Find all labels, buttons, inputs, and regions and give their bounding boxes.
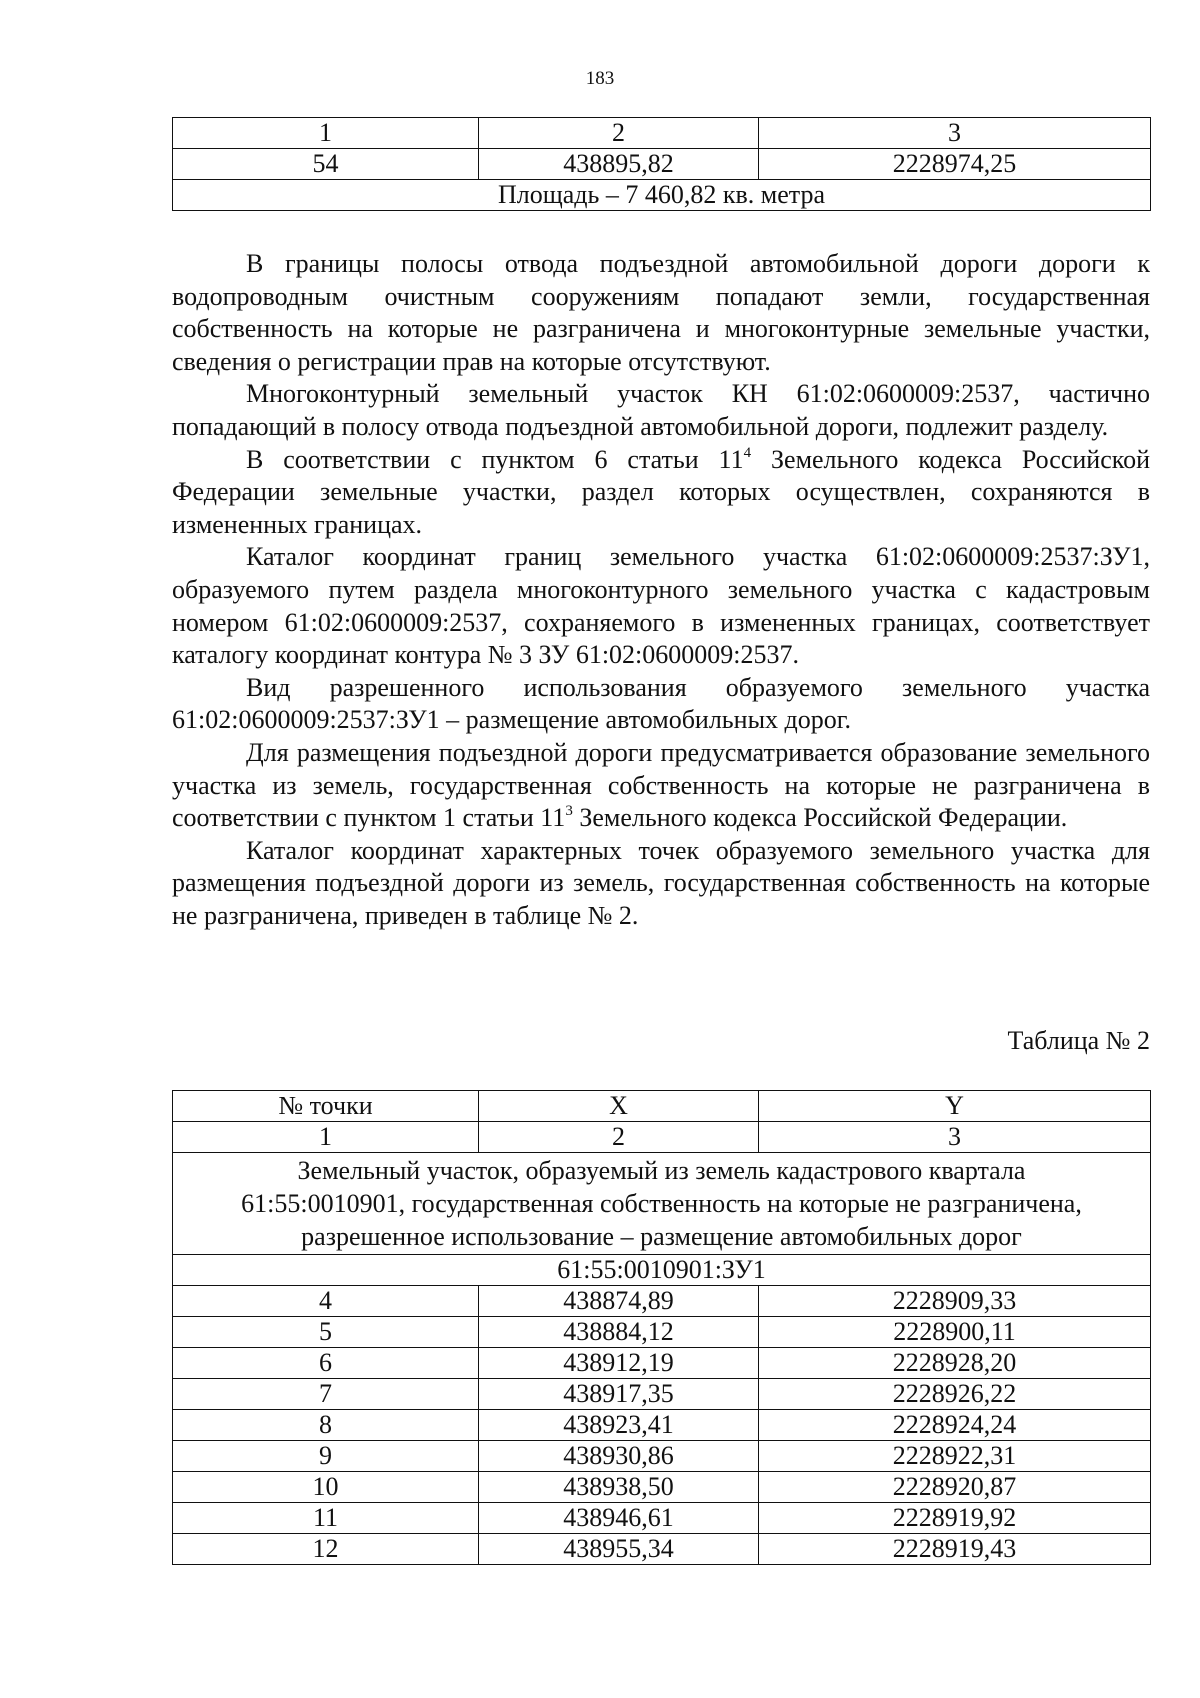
group-line: Земельный участок, образуемый из земель кадастрового квартала [297, 1156, 1026, 1185]
group-line: разрешенное использование – размещение автомобильных дорог [301, 1222, 1022, 1251]
x-coordinate-cell: 438946,61 [479, 1503, 759, 1534]
group-description-row [173, 1153, 1151, 1255]
x-coordinate-cell: 438930,86 [479, 1441, 759, 1472]
x-coordinate-cell: 438938,50 [479, 1472, 759, 1503]
coordinates-table-continued [172, 117, 1151, 211]
group-description-cell [173, 1153, 1151, 1255]
table-header-row [173, 1091, 1151, 1122]
table-cell: 1 [173, 118, 479, 149]
area-row [173, 180, 1151, 211]
table-row [173, 1410, 1151, 1441]
y-coordinate-cell: 2228924,24 [759, 1410, 1151, 1441]
table-cell: 2 [479, 118, 759, 149]
point-number-cell: 5 [173, 1317, 479, 1348]
paragraph: Многоконтурный земельный участок КН 61:02:0600009:2537, частично попадающий в полосу отвода подъездной автомобильной дороги, подлежит разделу. [172, 379, 1150, 441]
x-coordinate-cell: 438884,12 [479, 1317, 759, 1348]
table-row [173, 1286, 1151, 1317]
table-row [173, 1472, 1151, 1503]
point-number-cell: 6 [173, 1348, 479, 1379]
x-coordinate-cell: 438955,34 [479, 1534, 759, 1565]
table-caption: Таблица № 2 [1007, 1026, 1150, 1055]
table-row [173, 1317, 1151, 1348]
x-coordinate-cell: 438895,82 [479, 149, 759, 180]
table-cell: 2 [479, 1122, 759, 1153]
column-number-row [173, 1122, 1151, 1153]
paragraph: Каталог координат границ земельного участка 61:02:0600009:2537:ЗУ1, образуемого путем раздела многоконтурного земельного участка с кадастровым номером 61:02:0600009:2537, сохраняемого в измененных границах, соответствует каталогу координат контура № 3 ЗУ 61:02:0600009:2537. [172, 542, 1150, 670]
table-cell: 3 [759, 118, 1151, 149]
table-row [173, 1379, 1151, 1410]
column-header-y: Y [759, 1091, 1151, 1122]
table-cell: 3 [759, 1122, 1151, 1153]
superscript: 4 [743, 444, 752, 461]
coordinates-table-2 [172, 1090, 1151, 1565]
paragraph: В границы полосы отвода подъездной автомобильной дороги дороги к водопроводным очистным сооружениям попадают земли, государственная собственность на которые не разграничена и многоконтурные земельные участки, сведения о регистрации прав на которые отсутствуют. [172, 249, 1150, 376]
table-row [173, 1441, 1151, 1472]
y-coordinate-cell: 2228928,20 [759, 1348, 1151, 1379]
area-cell: Площадь – 7 460,82 кв. метра [173, 180, 1151, 211]
y-coordinate-cell: 2228920,87 [759, 1472, 1151, 1503]
y-coordinate-cell: 2228926,22 [759, 1379, 1151, 1410]
table-header-row [173, 118, 1151, 149]
paragraph [172, 444, 1150, 542]
point-number-cell: 12 [173, 1534, 479, 1565]
table-row [173, 1534, 1151, 1565]
y-coordinate-cell: 2228919,92 [759, 1503, 1151, 1534]
y-coordinate-cell: 2228974,25 [759, 149, 1151, 180]
point-number-cell: 10 [173, 1472, 479, 1503]
y-coordinate-cell: 2228919,43 [759, 1534, 1151, 1565]
group-line: 61:55:0010901, государственная собственность на которые не разграничена, [241, 1189, 1082, 1218]
point-number-cell: 4 [173, 1286, 479, 1317]
paragraph: Вид разрешенного использования образуемого земельного участка 61:02:0600009:2537:ЗУ1 – размещение автомобильных дорог. [172, 672, 1150, 735]
paragraph-text: В соответствии с пунктом 6 статьи 11 [246, 444, 744, 474]
point-number-cell: 9 [173, 1441, 479, 1472]
table-row [173, 1348, 1151, 1379]
x-coordinate-cell: 438912,19 [479, 1348, 759, 1379]
y-coordinate-cell: 2228909,33 [759, 1286, 1151, 1317]
point-number-cell: 11 [173, 1503, 479, 1534]
table-row [173, 1503, 1151, 1534]
parcel-id-cell: 61:55:0010901:ЗУ1 [173, 1255, 1151, 1286]
point-number-cell: 7 [173, 1379, 479, 1410]
paragraph-text: Земельного кодекса Российской Федерации земельные участки, раздел которых осуществлен, сохраняются в измененных границах. [172, 444, 1150, 539]
x-coordinate-cell: 438874,89 [479, 1286, 759, 1317]
x-coordinate-cell: 438923,41 [479, 1410, 759, 1441]
x-coordinate-cell: 438917,35 [479, 1379, 759, 1410]
point-number-cell: 8 [173, 1410, 479, 1441]
point-number-cell: 54 [173, 149, 479, 180]
table-row [173, 149, 1151, 180]
paragraph [172, 737, 1150, 835]
paragraph-text: Земельного кодекса Российской Федерации. [572, 803, 1068, 833]
page-number: 183 [585, 68, 615, 89]
superscript: 3 [565, 803, 573, 820]
parcel-id-row [173, 1255, 1151, 1286]
column-header-x: X [479, 1091, 759, 1122]
paragraph: Каталог координат характерных точек образуемого земельного участка для размещения подъездной дороги из земель, государственная собственность на которые не разграничена, приведен в таблице № 2. [172, 835, 1150, 930]
paragraph-text: Для размещения подъездной дороги предусматривается образование земельного участка из земель, государственная собственность на которые не разграничена в соответствии с пунктом 1 статьи 11 [172, 737, 1150, 833]
column-header-point: № точки [173, 1091, 479, 1122]
y-coordinate-cell: 2228922,31 [759, 1441, 1151, 1472]
body-text [172, 248, 1150, 932]
table-cell: 1 [173, 1122, 479, 1153]
y-coordinate-cell: 2228900,11 [759, 1317, 1151, 1348]
